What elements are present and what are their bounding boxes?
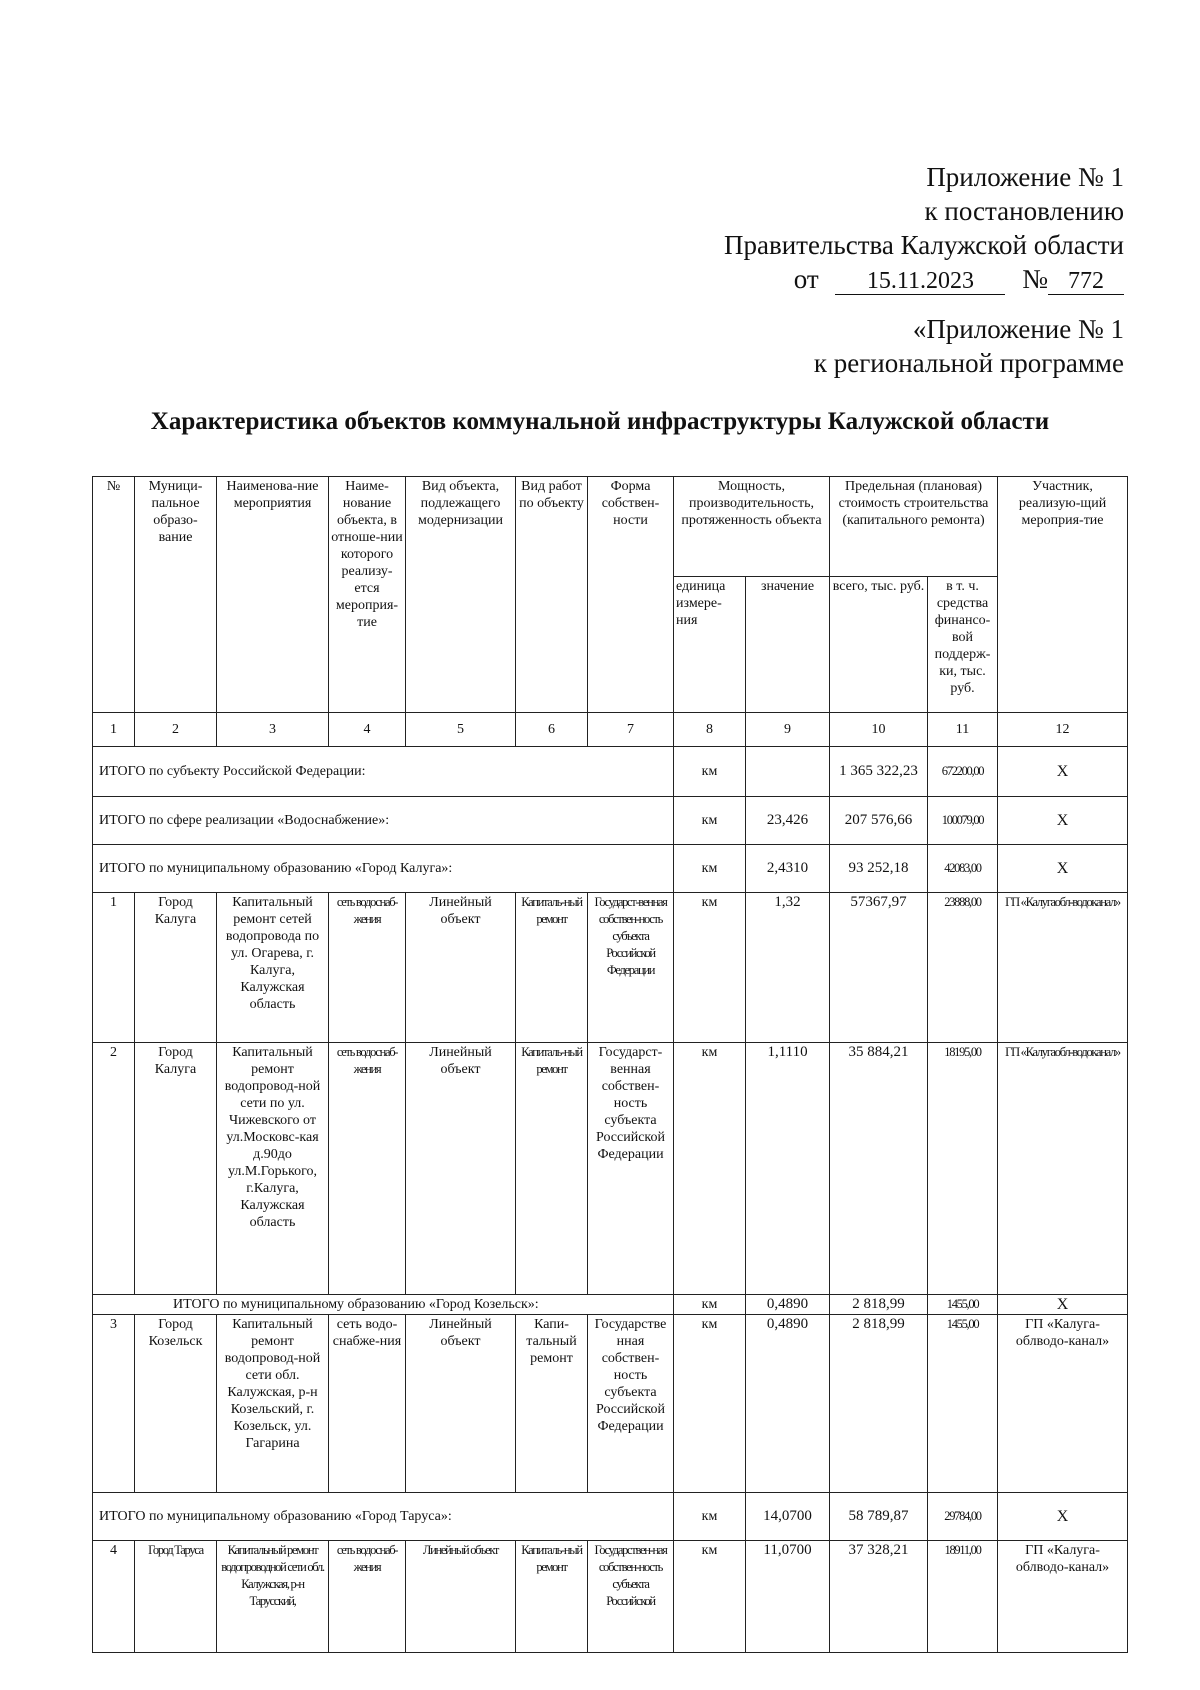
total-participant: X — [998, 747, 1128, 797]
row-ownership: Государствен-ная собствен-ность субъекта Российской — [588, 1541, 674, 1653]
header-row-1 — [93, 477, 1128, 577]
row-works: Капиталь-ный ремонт — [516, 893, 588, 1043]
col-num: 3 — [217, 713, 329, 747]
col-num: 2 — [135, 713, 217, 747]
row-object: сеть водоснаб-жения — [329, 1043, 406, 1295]
row-number: 1 — [93, 893, 135, 1043]
col-num: 1 — [93, 713, 135, 747]
column-number-row — [93, 713, 1128, 747]
row-number: 2 — [93, 1043, 135, 1295]
row-value: 1,32 — [746, 893, 830, 1043]
table-row — [93, 893, 1128, 1043]
document-title: Характеристика объектов коммунальной инфраструктуры Калужской области — [150, 408, 1050, 435]
row-unit: км — [674, 1315, 746, 1493]
decree-date: 15.11.2023 — [835, 268, 1005, 295]
decree-number: 772 — [1048, 268, 1124, 295]
row-support: 23888,00 — [928, 893, 998, 1043]
row-ownership: Государстве нная собствен-ность субъекта Российской Федерации — [588, 1315, 674, 1493]
header-municipality: Муници-пальное образо-вание — [135, 477, 217, 713]
header-line-2: к постановлению — [924, 196, 1124, 226]
total-kozelsk-row — [93, 1295, 1128, 1315]
total-value: 14,0700 — [746, 1493, 830, 1541]
header-line-1: Приложение № 1 — [926, 162, 1124, 192]
total-value — [746, 747, 830, 797]
row-total: 57367,97 — [830, 893, 928, 1043]
row-unit: км — [674, 893, 746, 1043]
col-num: 9 — [746, 713, 830, 747]
table-row — [93, 1315, 1128, 1493]
header-value: значение — [746, 577, 830, 713]
col-num: 8 — [674, 713, 746, 747]
col-num: 12 — [998, 713, 1128, 747]
row-total: 37 328,21 — [830, 1541, 928, 1653]
header-ownership: Форма собствен-ности — [588, 477, 674, 713]
appendix-header — [814, 312, 1124, 380]
col-num: 5 — [406, 713, 516, 747]
row-municipality: Город Козельск — [135, 1315, 217, 1493]
total-value: 0,4890 — [746, 1295, 830, 1315]
row-ownership: Государст-венная собствен-ность субъекта Российской Федерации — [588, 893, 674, 1043]
table-row — [93, 1541, 1128, 1653]
row-measure: Капитальный ремонт водопровод-ной сети обл. Калужская, р-н Козельский, г. Козельск, ул. Гагарина — [217, 1315, 329, 1493]
row-participant: ГП «Калугаобл-водоканал» — [998, 893, 1128, 1043]
number-prefix: № — [1022, 264, 1048, 294]
total-label: ИТОГО по муниципальному образованию «Город Калуга»: — [93, 845, 674, 893]
total-cost: 1 365 322,23 — [830, 747, 928, 797]
total-unit: км — [674, 747, 746, 797]
header-participant: Участник, реализую-щий мероприя-тие — [998, 477, 1128, 713]
row-object: сеть водоснаб-жения — [329, 1541, 406, 1653]
total-kaluga-row — [93, 845, 1128, 893]
total-label: ИТОГО по субъекту Российской Федерации: — [93, 747, 674, 797]
row-support: 1455,00 — [928, 1315, 998, 1493]
header-line-3: Правительства Калужской области — [723, 230, 1124, 260]
row-support: 18195,00 — [928, 1043, 998, 1295]
row-ownership: Государст-венная собствен-ность субъекта Российской Федерации — [588, 1043, 674, 1295]
appendix-line-1: «Приложение № 1 — [912, 314, 1124, 344]
row-works: Капи-тальный ремонт — [516, 1315, 588, 1493]
row-municipality: Город Калуга — [135, 1043, 217, 1295]
row-object: сеть водо-снабже-ния — [329, 1315, 406, 1493]
col-num: 6 — [516, 713, 588, 747]
header-total-cost: всего, тыс. руб. — [830, 577, 928, 713]
row-number: 3 — [93, 1315, 135, 1493]
total-support: 672200,00 — [928, 747, 998, 797]
row-participant: ГП «Калуга-облводо-канал» — [998, 1315, 1128, 1493]
document-header — [724, 160, 1124, 296]
header-unit: единица измере-ния — [674, 577, 746, 713]
total-unit: км — [674, 1295, 746, 1315]
total-unit: км — [674, 845, 746, 893]
row-measure: Капитальный ремонт водопровод-ной сети по ул. Чижевского от ул.Московс-кая д.90до ул.М.Горького, г.Калуга, Калужская область — [217, 1043, 329, 1295]
header-cost: Предельная (плановая) стоимость строительства (капитального ремонта) — [830, 477, 998, 577]
row-object-kind: Линейный объект — [406, 1541, 516, 1653]
date-prefix: от — [793, 264, 819, 294]
row-value: 1,1110 — [746, 1043, 830, 1295]
total-tarusa-row — [93, 1493, 1128, 1541]
total-participant: X — [998, 1493, 1128, 1541]
col-num: 4 — [329, 713, 406, 747]
row-object-kind: Линейный объект — [406, 1043, 516, 1295]
col-num: 11 — [928, 713, 998, 747]
appendix-line-2: к региональной программе — [813, 348, 1124, 378]
total-unit: км — [674, 797, 746, 845]
row-participant: ГП «Калуга-облводо-канал» — [998, 1541, 1128, 1653]
row-object-kind: Линейный объект — [406, 1315, 516, 1493]
infrastructure-table — [92, 476, 1128, 1653]
row-value: 11,0700 — [746, 1541, 830, 1653]
row-unit: км — [674, 1541, 746, 1653]
row-object: сеть водоснаб-жения — [329, 893, 406, 1043]
header-measure-name: Наименова-ние мероприятия — [217, 477, 329, 713]
header-object-kind: Вид объекта, подлежащего модернизации — [406, 477, 516, 713]
row-works: Капиталь-ный ремонт — [516, 1541, 588, 1653]
total-support: 1455,00 — [928, 1295, 998, 1315]
total-value: 2,4310 — [746, 845, 830, 893]
row-unit: км — [674, 1043, 746, 1295]
total-cost: 58 789,87 — [830, 1493, 928, 1541]
header-works-kind: Вид работ по объекту — [516, 477, 588, 713]
total-label: ИТОГО по муниципальному образованию «Город Козельск»: — [93, 1295, 674, 1315]
header-capacity: Мощность, производительность, протяженность объекта — [674, 477, 830, 577]
total-label: ИТОГО по сфере реализации «Водоснабжение»: — [93, 797, 674, 845]
row-total: 35 884,21 — [830, 1043, 928, 1295]
row-works: Капиталь-ный ремонт — [516, 1043, 588, 1295]
row-measure: Капитальный ремонт водопроводной сети обл. Калужская, р-н Тарусский, — [217, 1541, 329, 1653]
row-object-kind: Линейный объект — [406, 893, 516, 1043]
total-participant: X — [998, 845, 1128, 893]
col-num: 7 — [588, 713, 674, 747]
total-cost: 207 576,66 — [830, 797, 928, 845]
row-support: 18911,00 — [928, 1541, 998, 1653]
total-value: 23,426 — [746, 797, 830, 845]
header-date-line — [724, 262, 1124, 296]
row-number: 4 — [93, 1541, 135, 1653]
header-object-name: Наиме-нование объекта, в отноше-нии которого реализу-ется мероприя-тие — [329, 477, 406, 713]
total-water-row — [93, 797, 1128, 845]
header-support: в т. ч. средства финансо-вой поддерж-ки, тыс. руб. — [928, 577, 998, 713]
total-label: ИТОГО по муниципальному образованию «Город Таруса»: — [93, 1493, 674, 1541]
total-cost: 2 818,99 — [830, 1295, 928, 1315]
header-number: № — [93, 477, 135, 713]
row-measure: Капитальный ремонт сетей водопровода по ул. Огарева, г. Калуга, Калужская область — [217, 893, 329, 1043]
row-value: 0,4890 — [746, 1315, 830, 1493]
total-participant: X — [998, 1295, 1128, 1315]
col-num: 10 — [830, 713, 928, 747]
total-cost: 93 252,18 — [830, 845, 928, 893]
total-support: 29784,00 — [928, 1493, 998, 1541]
total-subject-row — [93, 747, 1128, 797]
row-participant: ГП «Калугаобл-водоканал» — [998, 1043, 1128, 1295]
total-participant: X — [998, 797, 1128, 845]
table-row — [93, 1043, 1128, 1295]
total-unit: км — [674, 1493, 746, 1541]
total-support: 100079,00 — [928, 797, 998, 845]
row-municipality: Город Калуга — [135, 893, 217, 1043]
row-municipality: Город Таруса — [135, 1541, 217, 1653]
total-support: 42083,00 — [928, 845, 998, 893]
row-total: 2 818,99 — [830, 1315, 928, 1493]
